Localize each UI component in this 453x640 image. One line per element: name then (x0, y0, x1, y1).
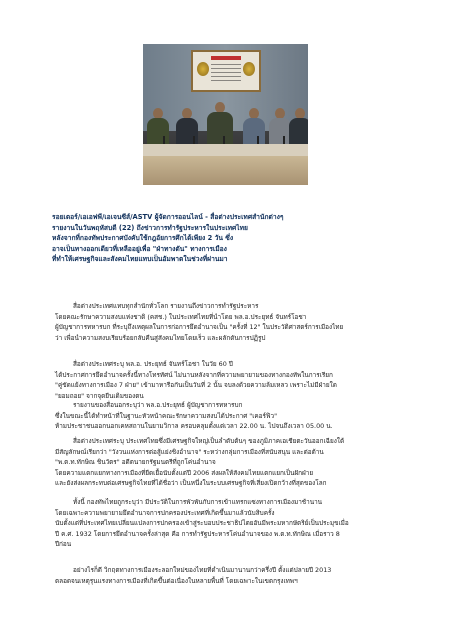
paragraph-line: โดยความแตกแยกทางการเมืองที่ยืดเยื้อนับตั้งแต่ปี 2006 ส่งผลให้สังคมไทยแตกแยกเป็นฝักฝ่าย (55, 468, 314, 477)
paragraph (55, 400, 447, 432)
conference-table (143, 144, 308, 156)
paragraph-line: นับตั้งแต่ที่ประเทศไทยเปลี่ยนแปลงการปกครองเข้าสู่ระบอบประชาธิปไตยอันมีพระมหากษัตริย์เป็นประมุขเมื่อ (55, 519, 349, 528)
board-title (211, 64, 241, 82)
paragraph-line: ปี ค.ศ. 1932 โดยการยึดอำนาจครั้งล่าสุด คือ การทำรัฐประหารโค่นอำนาจของ พ.ต.ท.ทักษิณ เมื่อราว 8 (55, 529, 340, 538)
lead-line: รายงานในวันพฤหัสบดี (22) ถึงข่าวการทำรัฐประหารในประเทศไทย (52, 223, 248, 232)
officer-figure (269, 108, 291, 148)
paragraph (55, 497, 447, 550)
paragraph-line: มีสัญลักษณ์เรียกว่า "วังวนแห่งการต่อสู้แย่งชิงอำนาจ" ระหว่างกลุ่มการเมืองที่สนับสนุน และต่อต้าน (55, 447, 324, 456)
government-board (191, 50, 261, 92)
paragraph-line: ผู้บัญชาการทหารบก ที่ระบุถึงเหตุผลในการก่อการยึดอำนาจเป็น "ครั้งที่ 12" ในประวัติศาสตร์การเมืองไทย (55, 323, 344, 332)
paragraph-line: ทั้งนี้ กองทัพไทยถูกระบุว่า มีประวัติในการพัวพันกับการเข้าแทรกแซงทางการเมืองมาช้านาน (73, 498, 323, 506)
paragraph-line: ได้ประกาศการยึดอำนาจครั้งนี้ทางโทรทัศน์ ไม่นานหลังจากที่ความพยายามของทางกองทัพในการเรียก (55, 370, 333, 379)
paragraph-line: ว่า เพื่อนำความสงบเรียบร้อยกลับคืนสู่สังคมไทยโดยเร็ว และผลักดันการปฏิรูป (55, 333, 266, 342)
article-lead (52, 212, 447, 265)
paragraph-line: สื่อต่างประเทศระบุ พล.อ. ประยุทธ์ จันทร์โอชา ในวัย 60 ปี (73, 360, 233, 368)
lead-line: หลังจากที่กองทัพประกาศบังคับใช้กฎอัยการศึกได้เพียง 2 วัน ซึ่ง (52, 234, 234, 243)
paragraph-line: โดยคณะรักษาความสงบแห่งชาติ (คสช.) ในประเทศไทยที่นำโดย พล.อ.ประยุทธ์ จันทร์โอชา (55, 312, 307, 321)
paragraph-line: ห้ามประชาชนออกนอกเคหสถานในยามวิกาล ครอบคลุมตั้งแต่เวลา 22.00 น. ไปจนถึงเวลา 05.00 น. (55, 422, 333, 431)
paragraph-line: สื่อต่างประเทศระบุ ประเทศไทยซึ่งมีเศรษฐกิจใหญ่เป็นลำดับต้นๆ ของภูมิภาคเอเชียตะวันออกเฉียงใต้ (73, 437, 345, 445)
paragraph-line: ตลอดจนเหตุรุนแรงทางการเมืองที่เกิดขึ้นต่อเนื่องในหลายพื้นที่ โดยเฉพาะในเขตกรุงเทพฯ (55, 576, 298, 585)
paragraph (55, 436, 447, 489)
paragraph-line: โดยเฉพาะความพยายามยึดอำนาจการปกครองประเทศที่เกิดขึ้นมาแล้วนับสิบครั้ง (55, 508, 275, 517)
paragraph-line: ปีก่อน (55, 540, 72, 549)
officer-figure (289, 108, 308, 148)
lead-line: ที่ทำให้เศรษฐกิจและสังคมไทยแทบเป็นอัมพาตในช่วงที่ผ่านมา (52, 255, 228, 264)
paragraph-line: รายงานของสื่อนอกระบุว่า พล.อ.ประยุทธ์ ผู้บัญชาการทหารบก (73, 401, 243, 409)
paragraph (55, 565, 447, 586)
board-banner (211, 56, 241, 60)
paragraph-line: "พ.ต.ท.ทักษิณ ชินวัตร" อดีตนายกรัฐมนตรีที่ถูกโค่นอำนาจ (55, 458, 216, 467)
lead-line: อาจเป็นทางออกเดียวที่เหลืออยู่เพื่อ "ฝ่าทางตัน" ทางการเมือง (52, 244, 227, 253)
paragraph-line: "คู่ขัดแย้งทางการเมือง 7 ฝ่าย" เข้ามาหารือกันเป็นวันที่ 2 นั้น จบลงด้วยความล้มเหลว เพราะไม่มีฝ่ายใด (55, 381, 337, 390)
paragraph-line: และยังส่งผลกระทบต่อเศรษฐกิจไทยที่ได้ชื่อว่า เป็นหนึ่งในระบบเศรษฐกิจที่เสี่ยงเปิดกว้างที่สุดของโลก (55, 479, 327, 488)
officer-figure (243, 108, 265, 148)
lead-line: รอยเตอร์/เอเอฟพี/เอเจนซีส์/ASTV ผู้จัดการออนไลน์ - สื่อต่างประเทศสำนักต่างๆ (52, 213, 284, 221)
paragraph (55, 301, 447, 343)
officer-figure-center (207, 102, 233, 148)
emblem-icon (243, 62, 255, 76)
emblem-icon (197, 62, 209, 76)
paragraph-line: สื่อต่างประเทศแทบทุกสำนักทั่วโลก รายงานถึงข่าวการทำรัฐประหาร (73, 302, 259, 310)
paragraph-line: "ยอมถอย" จากจุดยืนเดิมของตน (55, 391, 144, 400)
press-conference-photo (143, 44, 308, 185)
officer-figure (147, 108, 169, 148)
paragraph (55, 359, 447, 401)
paragraph-line: อย่างไรก็ดี วิกฤตทางการเมืองระลอกใหม่ของไทยที่ดำเนินมานานกว่าครึ่งปี ตั้งแต่ปลายปี 2013 (73, 566, 332, 574)
paragraph-line: ซึ่งในขณะนี้ได้ทำหน้าที่ในฐานะหัวหน้าคณะรักษาความสงบได้ประกาศ "เคอร์ฟิว" (55, 411, 278, 420)
table-skirt (143, 156, 308, 185)
